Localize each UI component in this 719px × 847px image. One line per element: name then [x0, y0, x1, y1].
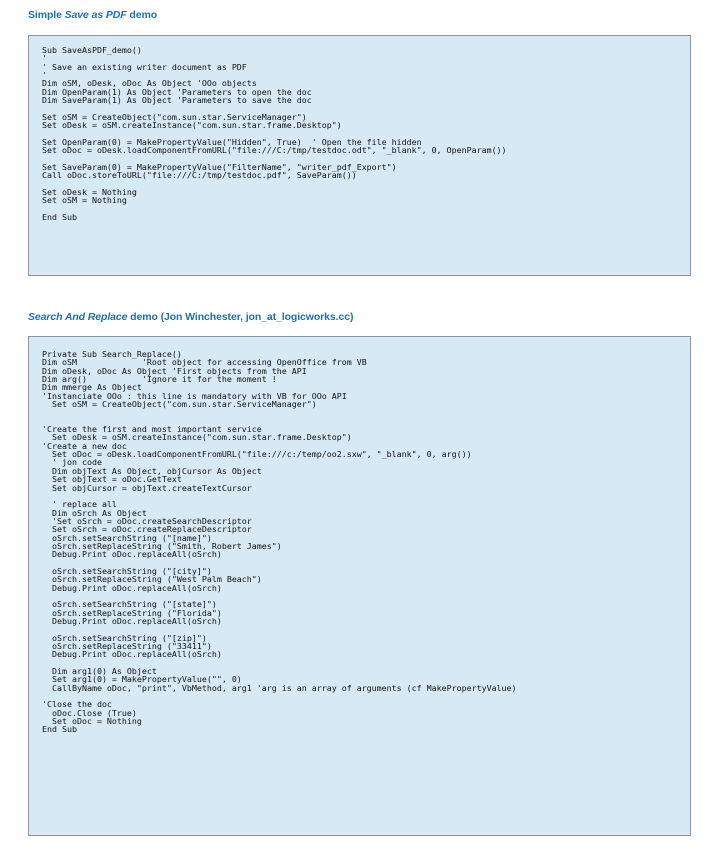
- code-listing: Private Sub Search_Replace() Dim oSM 'Root object for accessing OpenOffice from VB Dim oDesk, oDoc As Object 'First objects from the API Dim arg() 'Ignore it for the moment ! Dim mmerge As Object 'Instanciate OOo : this line is mandatory with VB for OOo API Set oSM = CreateObject("com.sun.star.ServiceManager") 'Create the first and most important service Set oDesk = oSM.createInstance("com.sun.star.frame.Desktop") 'Create a new doc Set oDoc = oDesk.loadComponentFromURL("file:///c:/temp/oo2.sxw", "_blank", 0, arg()) ' jon code Dim objText As Object, objCursor As Object Set objText = oDoc.GetText Set objCursor = objText.createTextCursor ' replace all Dim oSrch As Object 'Set oSrch = oDoc.createSearchDescriptor Set oSrch = oDoc.createReplaceDescriptor oSrch.setSearchString ("[name]") oSrch.setReplaceString ("Smith, Robert James") Debug.Print oDoc.replaceAll(oSrch) oSrch.setSearchString ("[city]") oSrch.setReplaceString ("West Palm Beach") Debug.Print oDoc.replaceAll(oSrch) oSrch.setSearchString ("[state]") oSrch.setReplaceString ("Florida") Debug.Print oDoc.replaceAll(oSrch) oSrch.setSearchString ("[zip]") oSrch.setReplaceString ("33411") Debug.Print oDoc.replaceAll(oSrch) Dim arg1(0) As Object Set arg1(0) = MakePropertyValue("", 0) CallByName oDoc, "print", VbMethod, arg1 'arg is an array of arguments (cf MakePropertyValue) 'Close the doc oDoc.Close (True) Set oDoc = Nothing End Sub: [42, 349, 517, 735]
- heading-italic: Search And Replace: [28, 311, 128, 323]
- heading-prefix: Simple: [28, 9, 65, 21]
- code-block-search-replace: [28, 336, 691, 836]
- section-heading-search-replace: [28, 311, 353, 323]
- code-listing: Sub SaveAsPDF_demo() ' ' Save an existing writer document as PDF ' Dim oSM, oDesk, oDoc As Object 'OOo objects Dim OpenParam(1) As Object 'Parameters to open the doc Dim SaveParam(1) As Object 'Parameters to save the doc Set oSM = CreateObject("com.sun.star.ServiceManager") Set oDesk = oSM.createInstance("com.sun.star.frame.Desktop") Set OpenParam(0) = MakePropertyValue("Hidden", True) ' Open the file hidden Set oDoc = oDesk.loadComponentFromURL("file:///C:/tmp/testdoc.odt", "_blank", 0, OpenParam()) Set SaveParam(0) = MakePropertyValue("FilterName", "writer_pdf_Export") Call oDoc.storeToURL("file:///C:/tmp/testdoc.pdf", SaveParam()) Set oDesk = Nothing Set oSM = Nothing End Sub: [42, 45, 507, 222]
- heading-italic: Save as PDF: [64, 9, 127, 21]
- section-heading-save-as-pdf: [28, 9, 157, 21]
- heading-suffix: demo: [126, 9, 158, 21]
- code-block-save-as-pdf: [28, 35, 691, 276]
- heading-suffix: demo (Jon Winchester, jon_at_logicworks.cc): [127, 311, 354, 323]
